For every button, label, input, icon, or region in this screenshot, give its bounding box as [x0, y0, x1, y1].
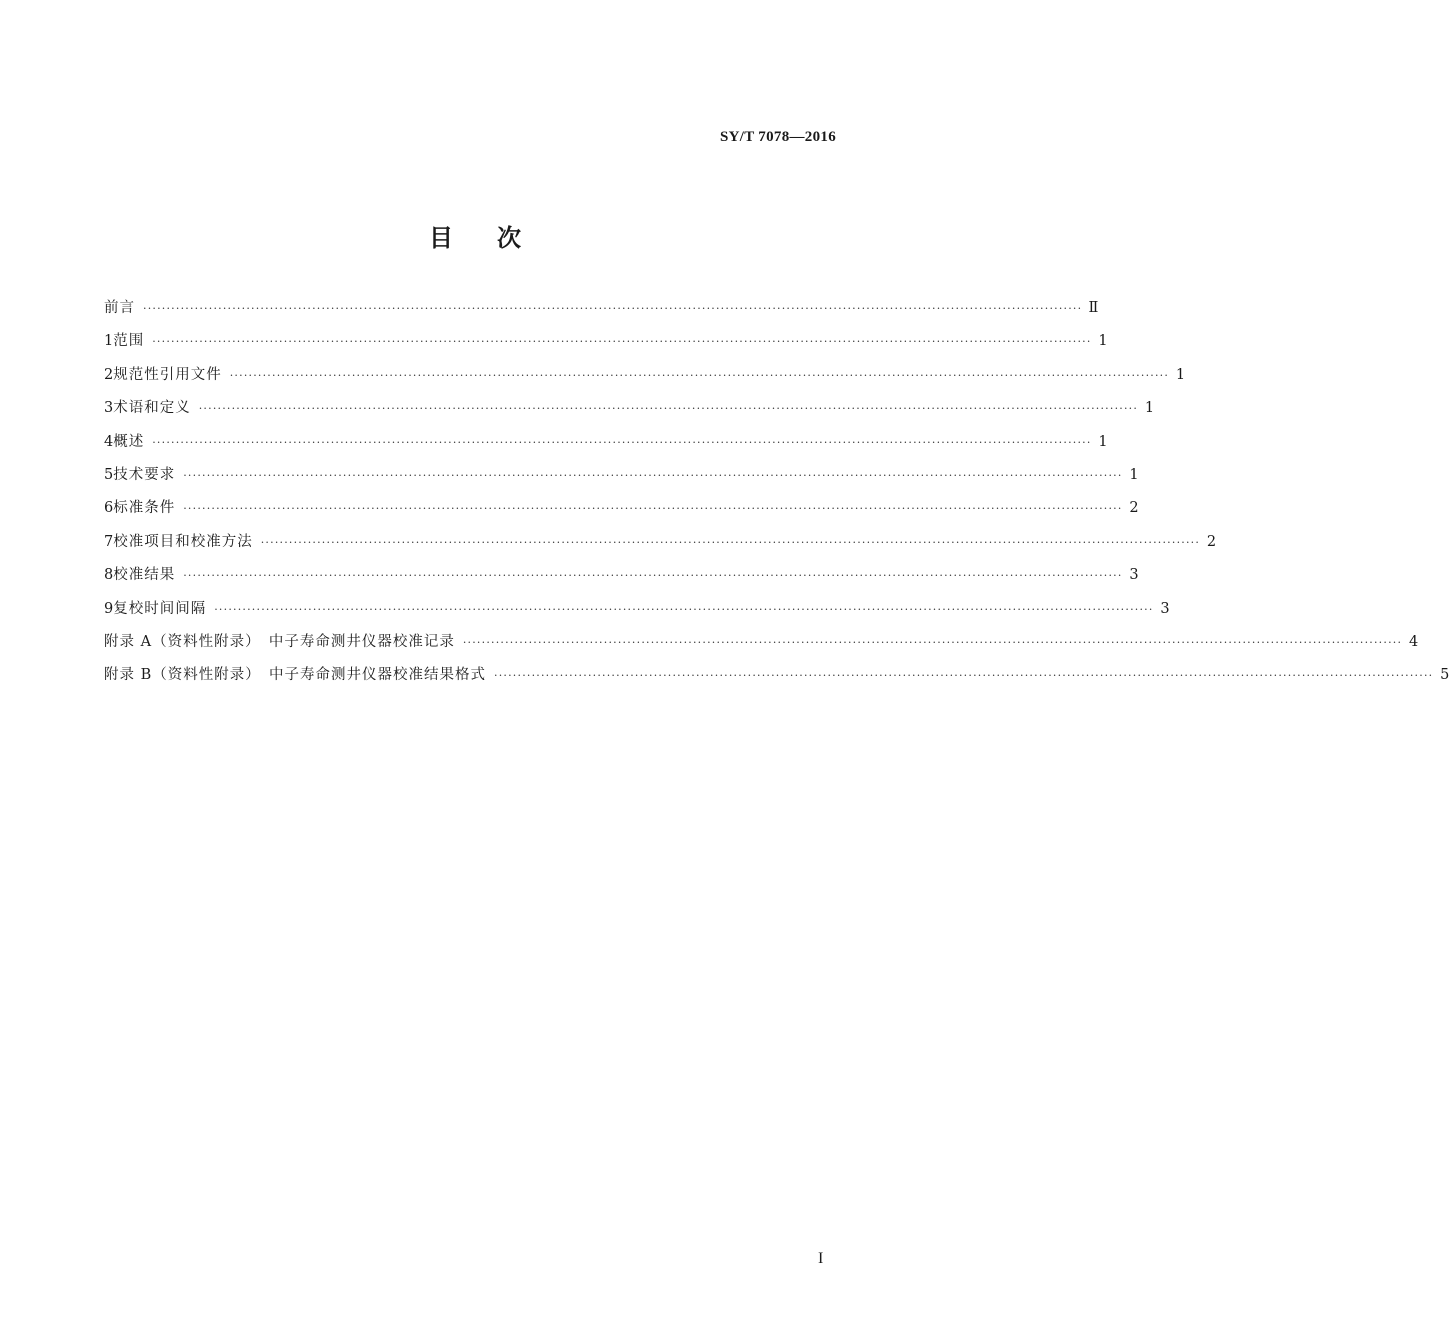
toc-entry-number: 5 — [104, 466, 114, 483]
toc-entry-label: 附录 B（资料性附录） 中子寿命测井仪器校准结果格式 — [104, 667, 487, 684]
toc-entry[interactable] — [104, 530, 1217, 563]
toc-entry-number: 9 — [104, 600, 114, 617]
toc-entry[interactable] — [104, 663, 1449, 696]
toc-entry-page: Ⅱ — [1088, 300, 1099, 316]
toc-entry-label: 技术要求 — [113, 466, 176, 483]
toc-entry-label: 附录 A（资料性附录） 中子寿命测井仪器校准记录 — [104, 633, 455, 650]
toc-entry-label: 规范性引用文件 — [113, 366, 222, 383]
toc-entry-page: 1 — [1098, 433, 1108, 450]
toc-title-char-1: 目 — [429, 224, 453, 252]
toc-entry[interactable] — [104, 296, 1099, 329]
toc-entry-label: 概述 — [113, 433, 145, 450]
toc-title — [0, 218, 950, 253]
toc-leader-dots: ········································································································································································································ — [198, 402, 1139, 416]
toc-entry-label: 前言 — [104, 300, 135, 316]
toc-entry-number: 6 — [104, 500, 114, 517]
toc-entry-label: 校准项目和校准方法 — [113, 533, 253, 550]
toc-leader-dots: ········································································································································································································ — [462, 635, 1403, 649]
toc-entry-page: 1 — [1129, 466, 1139, 483]
toc-leader-dots: ········································································································································································································ — [143, 302, 1083, 315]
toc-entry-label: 校准结果 — [113, 567, 176, 584]
toc-title-char-2: 次 — [497, 224, 521, 252]
toc-leader-dots: ········································································································································································································ — [183, 569, 1123, 583]
toc-leader-dots: ········································································································································································································ — [183, 502, 1123, 516]
toc-entry-label: 标准条件 — [113, 500, 176, 517]
toc-leader-dots: ········································································································································································································ — [494, 669, 1434, 683]
toc-entry-page: 1 — [1175, 366, 1186, 383]
toc-entry[interactable] — [104, 329, 1108, 362]
toc-entry[interactable] — [104, 630, 1419, 663]
toc-entry[interactable] — [104, 463, 1139, 496]
toc-entry-number: 1 — [104, 333, 114, 350]
toc-entry[interactable] — [104, 396, 1155, 429]
toc-entry-page: 3 — [1129, 567, 1139, 584]
toc-leader-dots: ········································································································································································································ — [183, 468, 1123, 482]
toc-leader-dots: ········································································································································································································ — [152, 335, 1092, 349]
toc-entry-page: 5 — [1440, 667, 1449, 684]
toc-entry-number: 3 — [104, 400, 114, 417]
toc-entry-page: 3 — [1160, 600, 1170, 617]
toc-entry[interactable] — [104, 563, 1139, 596]
toc-entry-page: 2 — [1129, 500, 1139, 517]
toc-entry[interactable] — [104, 597, 1170, 630]
standard-code: SY/T 7078—2016 — [719, 129, 836, 145]
toc-entry[interactable] — [104, 363, 1186, 396]
toc-entry-page: 1 — [1098, 333, 1108, 350]
toc-entry-number: 2 — [104, 366, 114, 383]
toc-entry-number: 4 — [104, 433, 114, 450]
toc-entry-page: 2 — [1206, 533, 1217, 550]
toc-entry-label: 复校时间间隔 — [113, 600, 207, 617]
toc-entry-number: 7 — [104, 533, 114, 550]
toc-leader-dots: ········································································································································································································ — [260, 535, 1201, 549]
toc-entry-page: 1 — [1144, 400, 1155, 417]
toc-leader-dots: ········································································································································································································ — [229, 368, 1170, 382]
toc-list — [104, 296, 1449, 697]
toc-entry-page: 4 — [1408, 633, 1419, 650]
toc-entry-label: 术语和定义 — [113, 400, 191, 417]
toc-leader-dots: ········································································································································································································ — [214, 602, 1154, 616]
toc-entry-label: 范围 — [113, 333, 145, 350]
toc-entry[interactable] — [104, 430, 1108, 463]
toc-entry[interactable] — [104, 496, 1139, 529]
page-number: I — [818, 1250, 824, 1267]
toc-entry-number: 8 — [104, 567, 114, 584]
toc-leader-dots: ········································································································································································································ — [152, 435, 1092, 449]
